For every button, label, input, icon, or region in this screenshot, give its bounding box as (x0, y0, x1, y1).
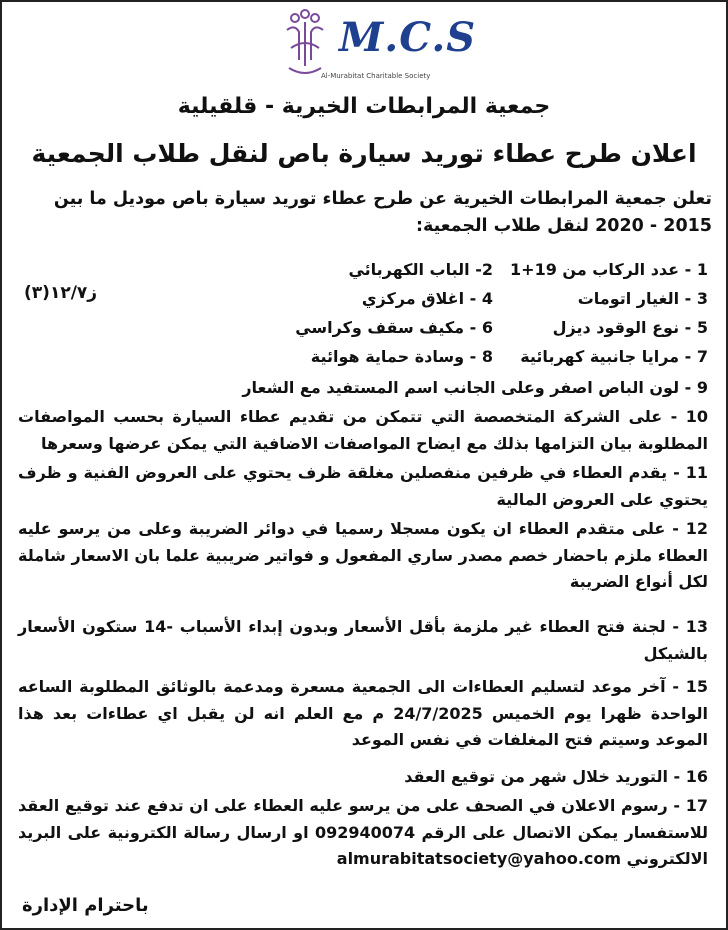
reference-number: ز١٢/٧(٣) (24, 283, 98, 303)
spec-item: 8 - وسادة حماية هوائية (310, 347, 493, 366)
spec-item: 1 - عدد الركاب من 19+1 (510, 260, 708, 279)
list-item: 12 - على متقدم العطاء ان يكون مسجلا رسميا في دوائر الضريبة وعلى من يرسو عليه العطاء ملزم باحضار خصم مصدر ساري المفعول و فواتير ضريبية علما بان الاسعار شاملة لكل أنواع الضريبة (18, 519, 708, 591)
signoff: باحترام الإدارة (22, 895, 149, 916)
spec-item: 5 - نوع الوقود ديزل (552, 318, 708, 337)
announcement-title: اعلان طرح عطاء توريد سيارة باص لنقل طلاب الجمعية (31, 139, 697, 168)
list-item: 11 - يقدم العطاء في ظرفين منفصلين مغلقة ظرف يحتوي على العروض الفنية و ظرف يحتوي على العروض المالية (18, 463, 708, 509)
spec-item: 2- الباب الكهربائي (348, 260, 493, 279)
logo-text: M.C.S (339, 14, 477, 61)
list-item: 16 - التوريد خلال شهر من توقيع العقد (404, 767, 708, 786)
list-item: 10 - على الشركة المتخصصة التي تتمكن من تقديم عطاء السيارة بحسب المواصفات المطلوبة بيان التزامها بذلك مع ايضاح المواصفات الاضافية التي يمكن عرضها وسعرها (18, 407, 708, 453)
spec-item: 4 - اغلاق مركزي (361, 289, 493, 308)
logo-subtitle: Al-Murabitat Charitable Society (321, 72, 431, 80)
list-item (18, 793, 708, 873)
spec-item: 3 - الغيار اتومات (577, 289, 708, 308)
contact-email: almurabitatsociety@yahoo.com (336, 849, 622, 868)
spec-item: 7 - مرايا جانبية كهربائية (520, 347, 708, 366)
list-item: 9 - لون الباص اصفر وعلى الجانب اسم المستفيد مع الشعار (242, 378, 708, 397)
item-17-text: 17 - رسوم الاعلان في الصحف على من يرسو عليه العطاء على ان تدفع عند توقيع العقد للاستفسار يمكن الاتصال على الرقم 092940074 او ارسال رسالة الكترونية على البريد الالكتروني (18, 796, 709, 868)
spec-item: 6 - مكيف سقف وكراسي (295, 318, 493, 337)
list-item: 15 - آخر موعد لتسليم العطاءات الى الجمعية مسعرة ومدعمة بالوثائق المطلوبة الساعه الواحدة ظهرا يوم الخميس 24/7/2025 م مع العلم انه لن يقبل اي عطاءات بعد هذا الموعد وسيتم فتح المغلفات في نفس الموعد (18, 677, 708, 749)
intro-paragraph: تعلن جمعية المرابطات الخيرية عن طرح عطاء توريد سيارة باص موديل ما بين 2015 - 2020 لنقل طلاب الجمعية: (53, 189, 712, 236)
organization-title: جمعية المرابطات الخيرية - قلقيلية (177, 94, 551, 119)
list-item: 13 - لجنة فتح العطاء غير ملزمة بأقل الأسعار وبدون إبداء الأسباب -14 ستكون الأسعار بالشيكل (18, 617, 709, 663)
logo (277, 8, 477, 88)
